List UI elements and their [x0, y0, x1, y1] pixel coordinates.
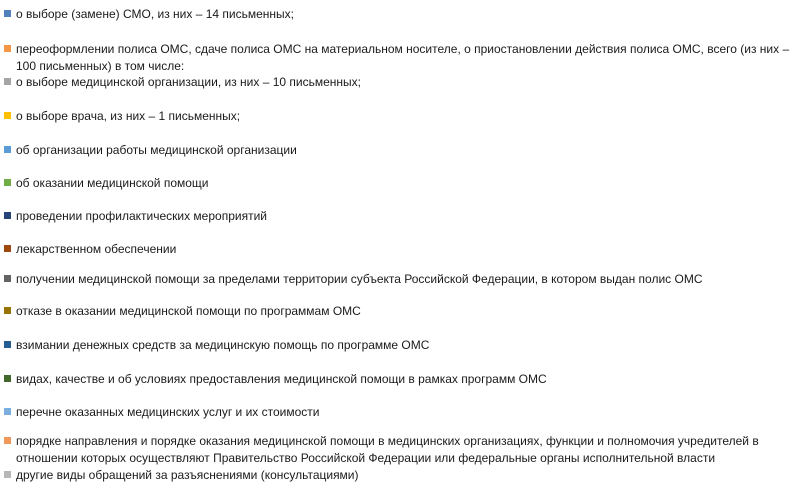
legend-swatch [4, 78, 11, 85]
legend-label: перечне оказанных медицинских услуг и их стоимости [16, 405, 320, 419]
legend-swatch [4, 471, 11, 478]
legend-item [4, 303, 794, 320]
legend-label: получении медицинской помощи за пределами территории субъекта Российской Федерации, в котором выдан полис ОМС [16, 272, 703, 286]
legend-item [4, 433, 794, 466]
legend-item [4, 404, 794, 421]
legend-swatch [4, 307, 11, 314]
legend-label: о выборе медицинской организации, из них – 10 письменных; [16, 75, 361, 89]
legend-item [4, 41, 794, 74]
legend-item [4, 271, 794, 288]
legend-swatch [4, 437, 11, 444]
legend-item [4, 175, 794, 192]
legend-swatch [4, 375, 11, 382]
legend-item [4, 6, 794, 23]
legend-swatch [4, 179, 11, 186]
legend-label: о выборе (замене) СМО, из них – 14 письменных; [16, 7, 294, 21]
legend-swatch [4, 10, 11, 17]
legend-label: другие виды обращений за разъяснениями (консультациями) [16, 468, 359, 482]
legend-label: переоформлении полиса ОМС, сдаче полиса ОМС на материальном носителе, о приостановлении действия полиса ОМС, всего (из них – 100 письменных) в том числе: [16, 42, 790, 73]
legend-item [4, 142, 794, 159]
legend-label: лекарственном обеспечении [16, 242, 177, 256]
legend-item [4, 467, 794, 484]
legend-item [4, 108, 794, 125]
legend-label: взимании денежных средств за медицинскую помощь по программе ОМС [16, 338, 430, 352]
legend-item [4, 371, 794, 388]
legend-swatch [4, 146, 11, 153]
legend-label: порядке направления и порядке оказания медицинской помощи в медицинских организациях, функции и полномочия учредителей в отношении которых осуществляют Правительство Российской Федерации или федеральные органы исполнительной власти [16, 434, 759, 465]
legend-swatch [4, 45, 11, 52]
legend-label: проведении профилактических мероприятий [16, 209, 267, 223]
legend-swatch [4, 112, 11, 119]
legend-swatch [4, 275, 11, 282]
legend-swatch [4, 341, 11, 348]
legend-item [4, 74, 794, 91]
legend-label: об оказании медицинской помощи [16, 176, 209, 190]
legend-swatch [4, 408, 11, 415]
legend-item [4, 208, 794, 225]
legend-swatch [4, 212, 11, 219]
legend-label: о выборе врача, из них – 1 письменных; [16, 109, 241, 123]
legend-label: видах, качестве и об условиях предоставления медицинской помощи в рамках программ ОМС [16, 372, 547, 386]
legend-item [4, 241, 794, 258]
legend-swatch [4, 245, 11, 252]
legend-item [4, 337, 794, 354]
legend-label: об организации работы медицинской организации [16, 143, 297, 157]
legend-label: отказе в оказании медицинской помощи по программам ОМС [16, 304, 361, 318]
